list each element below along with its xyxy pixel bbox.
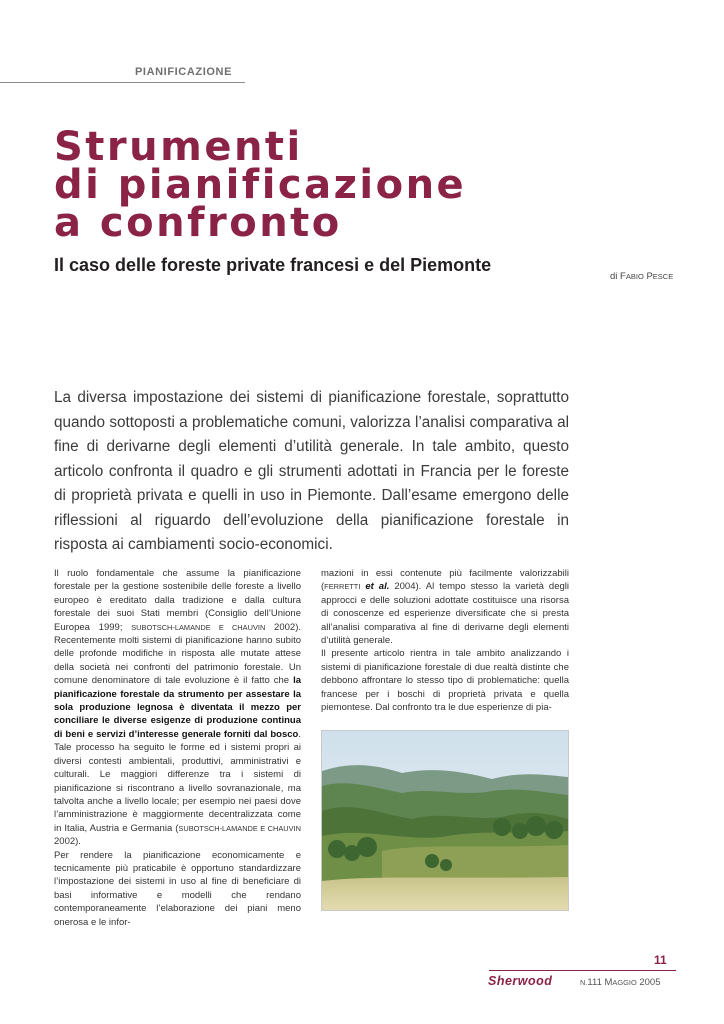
author-initial: P [646, 271, 653, 282]
text-run: 2002). Recentemente molti sistemi di pianificazione hanno subito delle profonde modifiche in risposta alle mutate attese della società nei confronti del patrimonio forestale. Un comune denominatore di tale evoluzione è il fatto che [54, 621, 301, 687]
body-paragraph [54, 567, 301, 849]
text-run: 2004). Al tempo stesso la varietà degli approcci e delle soluzioni adottate costituisce una risorsa di conoscenze ed esperienze diversificate che si presta all’analisi comparativa al fine di derivarne degli elementi d’utilità generale. [321, 581, 569, 647]
body-paragraph: Il presente articolo rientra in tale ambito analizzando i sistemi di pianificazione forestale di due realtà distinte che debbono affrontare lo stesso tipo di problematiche: quella francese per i boschi di proprietà privata e quella piemontese. Dal confronto tra le due esperienze di pia- [321, 648, 569, 714]
section-label: PIANIFICAZIONE [135, 66, 233, 78]
section-divider [0, 82, 245, 83]
body-column-right [321, 567, 569, 714]
issue-year: 2005 [639, 977, 661, 988]
title-line: Strumenti [54, 124, 303, 170]
month-initial: M [604, 977, 613, 988]
issue-prefix: N. [580, 978, 588, 987]
landscape-photo [321, 730, 569, 911]
author-name: ABIO [625, 272, 644, 281]
citation: SUBOTSCH-LAMANDE E CHAUVIN [178, 823, 301, 833]
byline-prefix: di [610, 271, 621, 282]
highlighted-text: la pianificazione forestale da strumento per assestare la sola produzione legnosa è diventata il mezzo per conciliare le diverse esigenze di produzione continua di beni e servizi d’interesse generale forniti dal bosco [54, 675, 301, 740]
article-title [54, 124, 467, 246]
body-paragraph [321, 567, 569, 647]
issue-info [580, 977, 660, 988]
body-column-left [54, 567, 301, 929]
citation-etal: et al. [360, 581, 390, 593]
author-byline [610, 271, 673, 282]
lead-paragraph: La diversa impostazione dei sistemi di pianificazione forestale, soprattutto quando sottoposti a problematiche comuni, valorizza l’analisi comparativa al fine di derivarne degli elementi d’utilità generale. In tale ambito, questo articolo confronta il quadro e gli strumenti adottati in Francia per le foreste di proprietà privata e quelli in uso in Piemonte. Dall’esame emergono delle riflessioni al riguardo dell’evoluzione della pianificazione forestale in risposta ai cambiamenti socio-economici. [54, 389, 569, 553]
article-subtitle: Il caso delle foreste private francesi e del Piemonte [54, 255, 492, 275]
citation: SUBOTSCH-LAMANDE E CHAUVIN [131, 622, 266, 632]
body-paragraph: Per rendere la pianificazione economicamente e tecnicamente più praticabile è opportuno standardizzare l’impostazione dei sistemi in uso al fine di beneficiare di basi informative e modelli che rendano contemporaneamente l’elaborazione dei piani meno onerosa e le infor- [54, 849, 301, 928]
author-initial: F [620, 271, 626, 282]
citation: FERRETTI [324, 582, 361, 592]
title-line: di pianificazione [54, 162, 467, 208]
issue-number: 111 [587, 977, 602, 988]
page-number: 11 [654, 953, 667, 967]
landscape-illustration [322, 731, 568, 910]
month-rest: AGGIO [612, 978, 637, 987]
text-run: 2002). [54, 836, 81, 848]
text-run: . Tale processo ha seguito le forme ed i sistemi propri ai diversi contesti ambientali, produttivi, amministrativi e culturali. Le maggiori differenze tra i sistemi di pianificazione si riscontrano a livello sovranazionale, ma talvolta anche a livello locale; per esempio nei paesi dove l’amministrazione è maggiormente decentralizzata come in Italia, Austria e Germania ( [54, 728, 301, 834]
author-surname: ESCE [652, 272, 674, 281]
text-run: mazioni in essi contenute più facilmente valorizzabili ( [321, 568, 569, 593]
text-run: Il ruolo fondamentale che assume la pianificazione forestale per la gestione sostenibile delle foreste a livello europeo è ereditato dalla tradizione e dalla cultura forestale dei suoi Stati membri (Consiglio dell’Unione Europea 1999; [54, 568, 301, 633]
title-line: a confronto [54, 200, 342, 246]
magazine-logo: Sherwood [488, 974, 553, 988]
footer-divider [489, 970, 676, 971]
